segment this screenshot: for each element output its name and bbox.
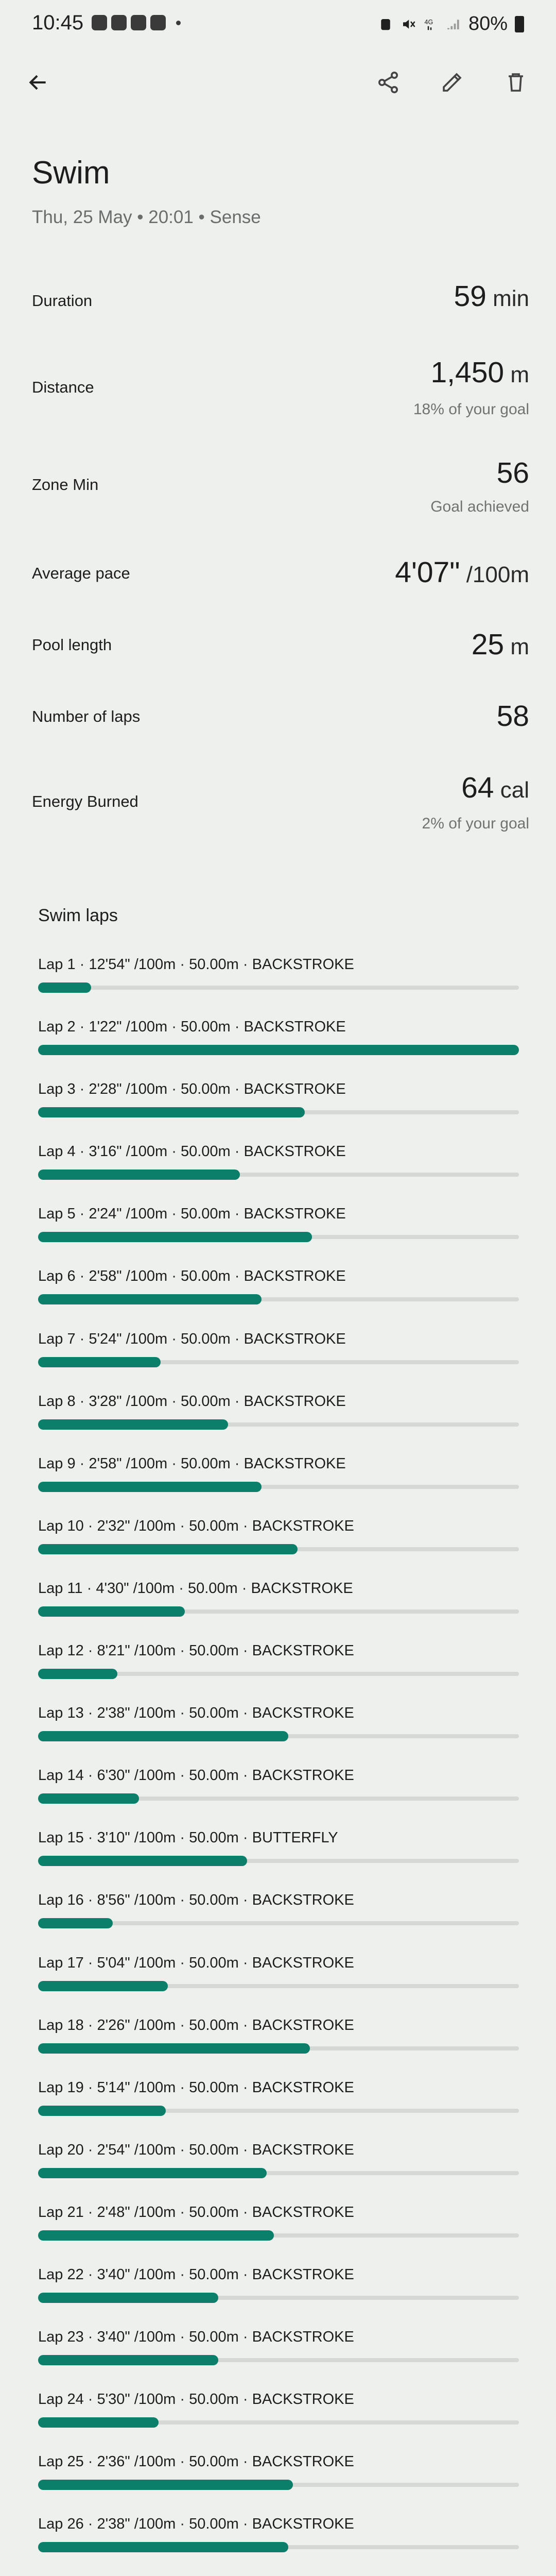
lap-bar-fill bbox=[38, 1357, 161, 1367]
lap-item bbox=[38, 1078, 519, 1140]
lap-bar-fill bbox=[38, 1294, 262, 1304]
lap-item bbox=[38, 1889, 519, 1951]
lap-item bbox=[38, 953, 519, 1015]
lap-label: Lap 14 · 6'30" /100m · 50.00m · BACKSTROKE bbox=[38, 1767, 354, 1784]
edit-button[interactable] bbox=[433, 64, 471, 101]
metric-unit: m bbox=[504, 362, 529, 387]
metric-value bbox=[461, 771, 529, 805]
lap-item bbox=[38, 1390, 519, 1452]
lap-bar-track bbox=[38, 1173, 519, 1177]
lap-item bbox=[38, 2263, 519, 2326]
lap-bar-fill bbox=[38, 1918, 113, 1928]
lap-label: Lap 24 · 5'30" /100m · 50.00m · BACKSTROKE bbox=[38, 2391, 354, 2408]
lap-item bbox=[38, 1140, 519, 1202]
lap-item bbox=[38, 2201, 519, 2263]
lap-label: Lap 13 · 2'38" /100m · 50.00m · BACKSTROKE bbox=[38, 1705, 354, 1722]
metric-number: 64 bbox=[461, 771, 494, 804]
gallery-icon bbox=[92, 15, 107, 30]
lap-bar-track bbox=[38, 1110, 519, 1114]
lap-item bbox=[38, 2388, 519, 2450]
lap-item bbox=[38, 2139, 519, 2201]
lap-item bbox=[38, 2513, 519, 2575]
lap-label: Lap 1 · 12'54" /100m · 50.00m · BACKSTROKE bbox=[38, 956, 354, 973]
back-arrow-icon bbox=[27, 71, 49, 94]
lap-bar-fill bbox=[38, 2480, 293, 2490]
lap-item bbox=[38, 1702, 519, 1764]
lap-item bbox=[38, 2450, 519, 2513]
metric-unit: /100m bbox=[460, 562, 529, 587]
page-title: Swim bbox=[32, 155, 110, 191]
lap-bar-fill bbox=[38, 2355, 218, 2365]
swim-laps-list bbox=[38, 953, 519, 2576]
metric-unit: min bbox=[486, 286, 529, 311]
metric-unit: cal bbox=[494, 777, 529, 803]
lap-item bbox=[38, 1764, 519, 1826]
metric-goal-text: 18% of your goal bbox=[413, 401, 529, 418]
lap-bar-fill bbox=[38, 1731, 288, 1741]
lap-label: Lap 17 · 5'04" /100m · 50.00m · BACKSTROKE bbox=[38, 1954, 354, 1971]
more-notifications-icon bbox=[176, 21, 181, 25]
lap-bar-track bbox=[38, 1797, 519, 1801]
lap-item bbox=[38, 1452, 519, 1515]
metric-value bbox=[497, 456, 529, 490]
toolbar bbox=[0, 57, 556, 108]
swim-laps-title: Swim laps bbox=[38, 906, 118, 925]
metric-value bbox=[395, 555, 529, 589]
metric-number: 56 bbox=[496, 456, 529, 489]
lap-bar-track bbox=[38, 1422, 519, 1427]
lap-bar-fill bbox=[38, 1232, 312, 1242]
battery-icon bbox=[515, 16, 524, 32]
lap-label: Lap 5 · 2'24" /100m · 50.00m · BACKSTROKE bbox=[38, 1206, 346, 1223]
lap-bar-fill bbox=[38, 2230, 274, 2241]
lap-item bbox=[38, 1328, 519, 1390]
lap-label: Lap 8 · 3'28" /100m · 50.00m · BACKSTROKE bbox=[38, 1393, 346, 1410]
metric-number: 4'07" bbox=[395, 556, 460, 589]
system-status bbox=[378, 13, 524, 35]
lap-label: Lap 16 · 8'56" /100m · 50.00m · BACKSTROKE bbox=[38, 1892, 354, 1909]
share-button[interactable] bbox=[370, 64, 407, 101]
lap-bar-track bbox=[38, 1485, 519, 1489]
lap-label: Lap 4 · 3'16" /100m · 50.00m · BACKSTROKE bbox=[38, 1143, 346, 1160]
lap-bar-track bbox=[38, 1609, 519, 1614]
lap-item bbox=[38, 1515, 519, 1577]
metric-label: Number of laps bbox=[32, 707, 141, 725]
lap-bar-track bbox=[38, 1048, 519, 1052]
lap-item bbox=[38, 2076, 519, 2139]
lap-bar-track bbox=[38, 986, 519, 990]
lap-bar-track bbox=[38, 1297, 519, 1301]
mail-icon bbox=[150, 15, 166, 30]
lap-bar-track bbox=[38, 1921, 519, 1925]
page-subtitle: Thu, 25 May • 20:01 • Sense bbox=[32, 207, 261, 227]
metric-number: 25 bbox=[471, 628, 505, 661]
lap-bar-track bbox=[38, 2046, 519, 2050]
metric-value bbox=[454, 279, 529, 313]
lap-label: Lap 12 · 8'21" /100m · 50.00m · BACKSTROKE bbox=[38, 1642, 354, 1659]
lap-label: Lap 10 · 2'32" /100m · 50.00m · BACKSTROKE bbox=[38, 1517, 354, 1534]
network-4g-icon bbox=[423, 16, 439, 32]
lap-item bbox=[38, 1639, 519, 1702]
share-icon bbox=[376, 70, 401, 95]
lap-bar-track bbox=[38, 2233, 519, 2238]
lap-bar-fill bbox=[38, 2043, 310, 2054]
lap-bar-fill bbox=[38, 1170, 240, 1180]
battery-percent: 80% bbox=[468, 13, 508, 35]
lap-bar-track bbox=[38, 1547, 519, 1551]
lap-bar-track bbox=[38, 2171, 519, 2175]
lap-bar-fill bbox=[38, 2293, 218, 2303]
status-bar bbox=[0, 0, 556, 52]
metric-label: Pool length bbox=[32, 636, 112, 654]
lap-bar-track bbox=[38, 1984, 519, 1988]
lap-bar-fill bbox=[38, 1981, 168, 1991]
lap-label: Lap 21 · 2'48" /100m · 50.00m · BACKSTROKE bbox=[38, 2204, 354, 2221]
lap-label: Lap 20 · 2'54" /100m · 50.00m · BACKSTROKE bbox=[38, 2141, 354, 2158]
metric-label: Distance bbox=[32, 378, 94, 396]
lap-bar-fill bbox=[38, 1669, 117, 1679]
lap-item bbox=[38, 1265, 519, 1327]
lap-bar-fill bbox=[38, 1856, 247, 1866]
delete-icon bbox=[503, 70, 528, 95]
lap-item bbox=[38, 1577, 519, 1639]
status-time: 10:45 bbox=[32, 11, 84, 34]
lap-bar-track bbox=[38, 1734, 519, 1738]
metric-value bbox=[430, 355, 529, 389]
lap-label: Lap 7 · 5'24" /100m · 50.00m · BACKSTROKE bbox=[38, 1330, 346, 1347]
metric-goal-text: 2% of your goal bbox=[422, 815, 529, 832]
lap-bar-track bbox=[38, 2545, 519, 2549]
lap-bar-fill bbox=[38, 2542, 288, 2552]
notification-icons bbox=[92, 15, 181, 30]
lap-bar-fill bbox=[38, 2106, 166, 2116]
lap-label: Lap 15 · 3'10" /100m · 50.00m · BUTTERFLY bbox=[38, 1829, 338, 1846]
lap-item bbox=[38, 1952, 519, 2014]
metric-unit: m bbox=[504, 634, 529, 659]
lap-label: Lap 19 · 5'14" /100m · 50.00m · BACKSTROKE bbox=[38, 2079, 354, 2096]
lap-label: Lap 3 · 2'28" /100m · 50.00m · BACKSTROKE bbox=[38, 1081, 346, 1098]
metric-number: 58 bbox=[496, 700, 529, 733]
lap-bar-track bbox=[38, 2296, 519, 2300]
lap-bar-track bbox=[38, 1859, 519, 1863]
metric-value bbox=[497, 699, 529, 733]
lap-bar-fill bbox=[38, 1419, 228, 1430]
metric-number: 1,450 bbox=[430, 356, 505, 389]
metric-number: 59 bbox=[454, 280, 486, 313]
lap-label: Lap 2 · 1'22" /100m · 50.00m · BACKSTROKE bbox=[38, 1019, 346, 1036]
metric-label: Energy Burned bbox=[32, 792, 138, 810]
lap-label: Lap 11 · 4'30" /100m · 50.00m · BACKSTROKE bbox=[38, 1580, 353, 1597]
delete-button[interactable] bbox=[497, 64, 534, 101]
lap-bar-fill bbox=[38, 1793, 139, 1804]
lap-label: Lap 25 · 2'36" /100m · 50.00m · BACKSTROKE bbox=[38, 2453, 354, 2470]
app-notification-icon bbox=[111, 15, 127, 30]
metric-goal-text: Goal achieved bbox=[430, 498, 529, 515]
lap-bar-fill bbox=[38, 2417, 159, 2428]
lap-item bbox=[38, 1015, 519, 1078]
lap-label: Lap 23 · 3'40" /100m · 50.00m · BACKSTROKE bbox=[38, 2329, 354, 2346]
lap-label: Lap 6 · 2'58" /100m · 50.00m · BACKSTROKE bbox=[38, 1268, 346, 1285]
lap-item bbox=[38, 1202, 519, 1265]
lap-label: Lap 26 · 2'38" /100m · 50.00m · BACKSTROKE bbox=[38, 2516, 354, 2533]
lap-bar-fill bbox=[38, 982, 91, 993]
lap-bar-fill bbox=[38, 1606, 185, 1617]
lap-bar-track bbox=[38, 2483, 519, 2487]
alarm-icon bbox=[378, 16, 393, 32]
metric-value bbox=[472, 628, 529, 662]
svg-text:4G: 4G bbox=[424, 18, 433, 26]
signal-icon bbox=[446, 16, 461, 32]
lap-label: Lap 9 · 2'58" /100m · 50.00m · BACKSTROKE bbox=[38, 1455, 346, 1472]
lap-bar-track bbox=[38, 1672, 519, 1676]
edit-icon bbox=[440, 70, 464, 95]
lap-item bbox=[38, 1826, 519, 1889]
metric-label: Duration bbox=[32, 292, 93, 310]
lap-label: Lap 18 · 2'26" /100m · 50.00m · BACKSTROKE bbox=[38, 2016, 354, 2033]
lap-bar-fill bbox=[38, 1482, 262, 1492]
lap-bar-track bbox=[38, 2109, 519, 2113]
lap-bar-track bbox=[38, 1235, 519, 1239]
lap-item bbox=[38, 2014, 519, 2076]
lap-bar-fill bbox=[38, 1544, 298, 1554]
lap-bar-track bbox=[38, 2420, 519, 2425]
metric-label: Zone Min bbox=[32, 476, 99, 494]
back-button[interactable] bbox=[20, 64, 57, 101]
lap-bar-track bbox=[38, 1360, 519, 1364]
lap-bar-fill bbox=[38, 2168, 267, 2178]
lap-item bbox=[38, 2326, 519, 2388]
lap-bar-fill bbox=[38, 1107, 305, 1117]
metric-label: Average pace bbox=[32, 564, 130, 582]
app-notification-icon bbox=[131, 15, 146, 30]
lap-bar-fill bbox=[38, 1045, 519, 1055]
lap-label: Lap 22 · 3'40" /100m · 50.00m · BACKSTROKE bbox=[38, 2266, 354, 2283]
lap-bar-track bbox=[38, 2358, 519, 2362]
mute-icon bbox=[401, 16, 416, 32]
